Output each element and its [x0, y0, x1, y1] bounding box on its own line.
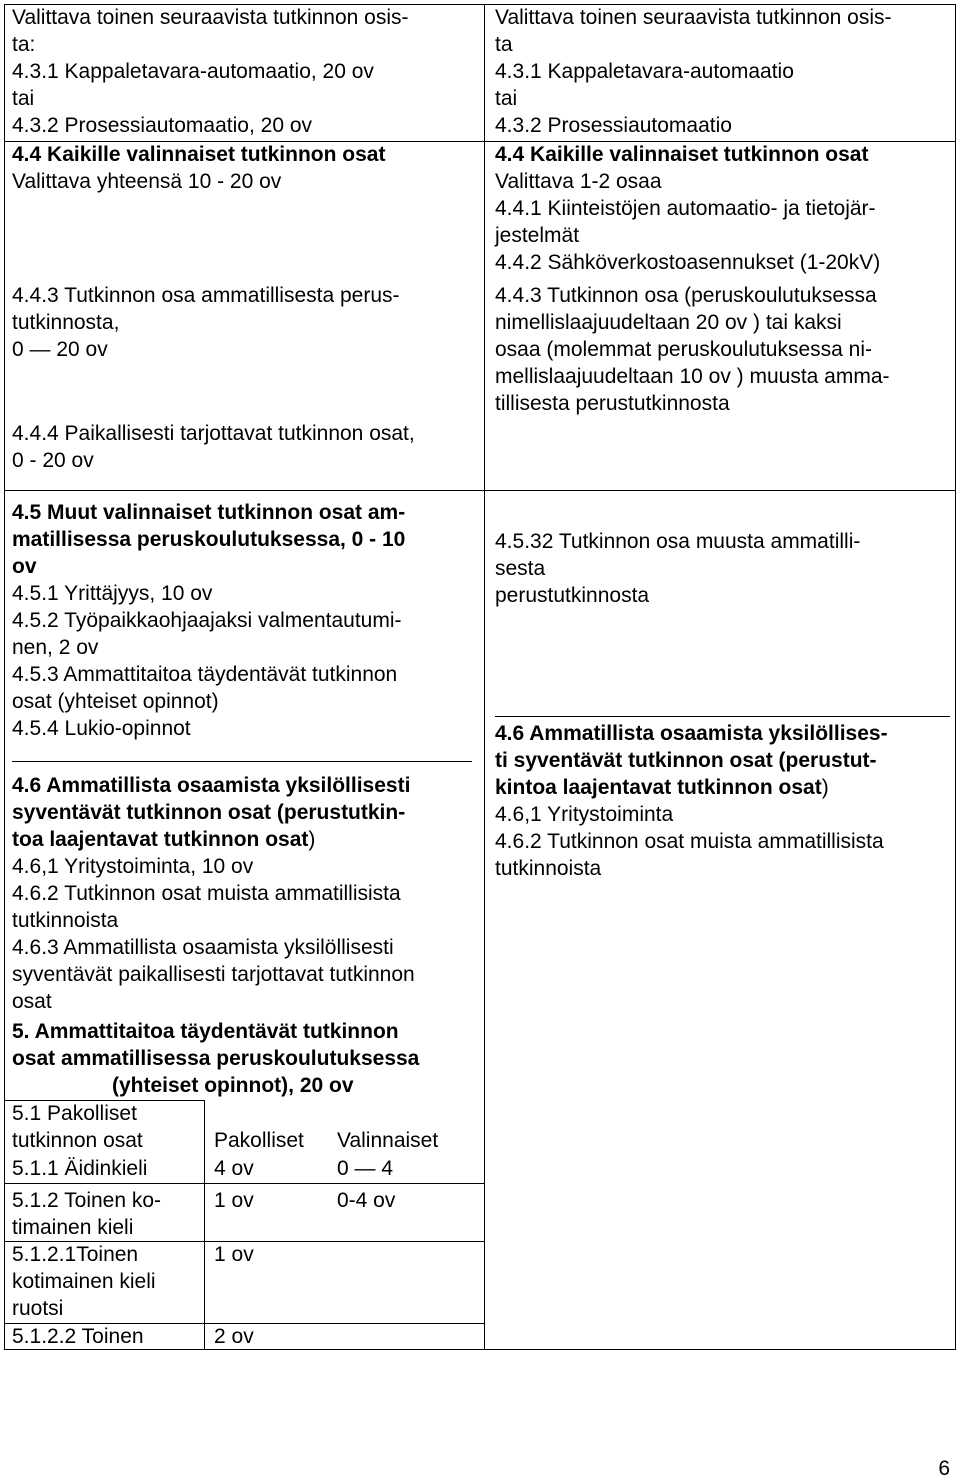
text-line: ta	[495, 33, 513, 56]
section-heading: kintoa laajentavat tutkinnon osat	[495, 776, 822, 799]
section-heading: osat ammatillisessa peruskoulutuksessa	[12, 1047, 420, 1070]
text-line: 4.6.2 Tutkinnon osat muista ammatillisista	[495, 830, 884, 853]
table-cell: 5.1.2 Toinen ko- timainen kieli	[12, 1189, 162, 1239]
text-line: 4.5.2 Työpaikkaohjaajaksi valmentautumi-	[12, 609, 402, 632]
text-line: tillisesta perustutkinnosta	[495, 392, 730, 415]
column-divider	[484, 4, 485, 1350]
text-line: 4.3.2 Prosessiautomaatio, 20 ov	[12, 114, 313, 137]
table-cell: 5.1 Pakolliset tutkinnon osat	[12, 1102, 143, 1152]
row-divider	[4, 490, 956, 491]
section-heading: toa laajentavat tutkinnon osat	[12, 828, 309, 851]
text-line: 4.4.2 Sähköverkostoasennukset (1-20kV)	[495, 251, 881, 274]
table-cell: Valinnaiset	[337, 1129, 439, 1152]
text-line: 4.3.1 Kappaletavara-automaatio, 20 ov	[12, 60, 374, 83]
section-heading: 4.6 Ammatillista osaamista yksilöllisesti	[12, 774, 411, 797]
table-cell: 5.1.2.2 Toinen	[12, 1325, 144, 1348]
text-line: 4.5.1 Yrittäjyys, 10 ov	[12, 582, 213, 605]
text-line: 4.3.2 Prosessiautomaatio	[495, 114, 732, 137]
text-line: 4.4.1 Kiinteistöjen automaatio- ja tietojär-	[495, 197, 876, 220]
text-line: tai	[12, 87, 35, 110]
table-cell: 4 ov	[214, 1157, 254, 1180]
text-line: 4.5.32 Tutkinnon osa muusta ammatilli-	[495, 530, 861, 553]
table-cell: 5.1.1 Äidinkieli	[12, 1157, 148, 1180]
left-block-e	[12, 499, 478, 742]
text-line: 0 — 20 ov	[12, 338, 108, 361]
section-heading: ti syventävät tutkinnon osat (perustut-	[495, 749, 877, 772]
text-line: 4.5.3 Ammattitaitoa täydentävät tutkinnon	[12, 663, 398, 686]
left-block-b	[12, 141, 478, 195]
table-cell: 1 ov	[214, 1243, 254, 1266]
table-cell: 5.1.2.1Toinen kotimainen kieli ruotsi	[12, 1243, 156, 1320]
table-cell: 2 ov	[214, 1325, 254, 1348]
left-block-g	[12, 1018, 478, 1099]
table-cell: 1 ov	[214, 1189, 254, 1212]
text-line: nimellislaajuudeltaan 20 ov ) tai kaksi	[495, 311, 842, 334]
text-line: 4.6.3 Ammatillista osaamista yksilöllisesti	[12, 936, 394, 959]
text-fragment: )	[308, 828, 316, 851]
section-heading: ov	[12, 555, 37, 578]
right-block-a	[495, 4, 951, 139]
section-heading: syventävät tutkinnon osat (perustutkin-	[12, 801, 406, 824]
text-line: ta:	[12, 33, 36, 56]
section-heading: 4.6 Ammatillista osaamista yksilöllises-	[495, 722, 888, 745]
text-line: 4.4.3 Tutkinnon osa (peruskoulutuksessa	[495, 284, 877, 307]
text-line: 4.6,1 Yritystoiminta	[495, 803, 674, 826]
right-block-d	[495, 528, 951, 609]
section-heading: 5. Ammattitaitoa täydentävät tutkinnon	[12, 1020, 399, 1043]
text-line: 4.4.4 Paikallisesti tarjottavat tutkinnon osat,	[12, 422, 415, 445]
text-line: 4.6.2 Tutkinnon osat muista ammatillisista	[12, 882, 401, 905]
table-cell: 0-4 ov	[337, 1189, 396, 1212]
text-line: 4.4.3 Tutkinnon osa ammatillisesta perus-	[12, 284, 400, 307]
separator-line	[495, 716, 950, 717]
text-line: osat	[12, 990, 52, 1013]
text-line: tutkinnosta,	[12, 311, 120, 334]
text-line: osaa (molemmat peruskoulutuksessa ni-	[495, 338, 872, 361]
section-heading: 4.4 Kaikille valinnaiset tutkinnon osat	[495, 143, 869, 166]
text-line: 4.3.1 Kappaletavara-automaatio	[495, 60, 794, 83]
section-heading: (yhteiset opinnot), 20 ov	[112, 1074, 354, 1097]
text-line: 4.5.4 Lukio-opinnot	[12, 717, 191, 740]
text-line: nen, 2 ov	[12, 636, 99, 659]
text-line: 4.6,1 Yritystoiminta, 10 ov	[12, 855, 254, 878]
text-line: Valittava yhteensä 10 - 20 ov	[12, 170, 282, 193]
text-line: syventävät paikallisesti tarjottavat tutkinnon	[12, 963, 415, 986]
text-line: tutkinnoista	[12, 909, 119, 932]
separator-line	[12, 761, 472, 762]
left-block-d	[12, 420, 478, 474]
text-line: mellislaajuudeltaan 10 ov ) muusta amma-	[495, 365, 890, 388]
left-block-f	[12, 772, 480, 1015]
section-heading: 4.5 Muut valinnaiset tutkinnon osat am-	[12, 501, 406, 524]
right-block-b	[495, 141, 951, 276]
left-block-c	[12, 282, 478, 363]
right-block-c	[495, 282, 951, 417]
page-number: 6	[938, 1457, 950, 1480]
text-line: 0 - 20 ov	[12, 449, 94, 472]
text-line: Valittava toinen seuraavista tutkinnon osis-	[495, 6, 892, 29]
text-line: osat (yhteiset opinnot)	[12, 690, 219, 713]
table-border	[204, 1100, 205, 1350]
text-line: jestelmät	[495, 224, 580, 247]
text-line: Valittava 1-2 osaa	[495, 170, 662, 193]
table-border	[4, 1183, 484, 1184]
text-line: tutkinnoista	[495, 857, 602, 880]
text-line: sesta	[495, 557, 546, 580]
section-heading: 4.4 Kaikille valinnaiset tutkinnon osat	[12, 143, 386, 166]
text-fragment: )	[821, 776, 829, 799]
text-line: Valittava toinen seuraavista tutkinnon osis-	[12, 6, 409, 29]
left-block-a	[12, 4, 478, 139]
table-cell: Pakolliset	[214, 1129, 304, 1152]
text-line: perustutkinnosta	[495, 584, 650, 607]
table-cell: 0 — 4	[337, 1157, 394, 1180]
right-block-f	[495, 720, 955, 882]
text-line: tai	[495, 87, 518, 110]
section-heading: matillisessa peruskoulutuksessa, 0 - 10	[12, 528, 406, 551]
